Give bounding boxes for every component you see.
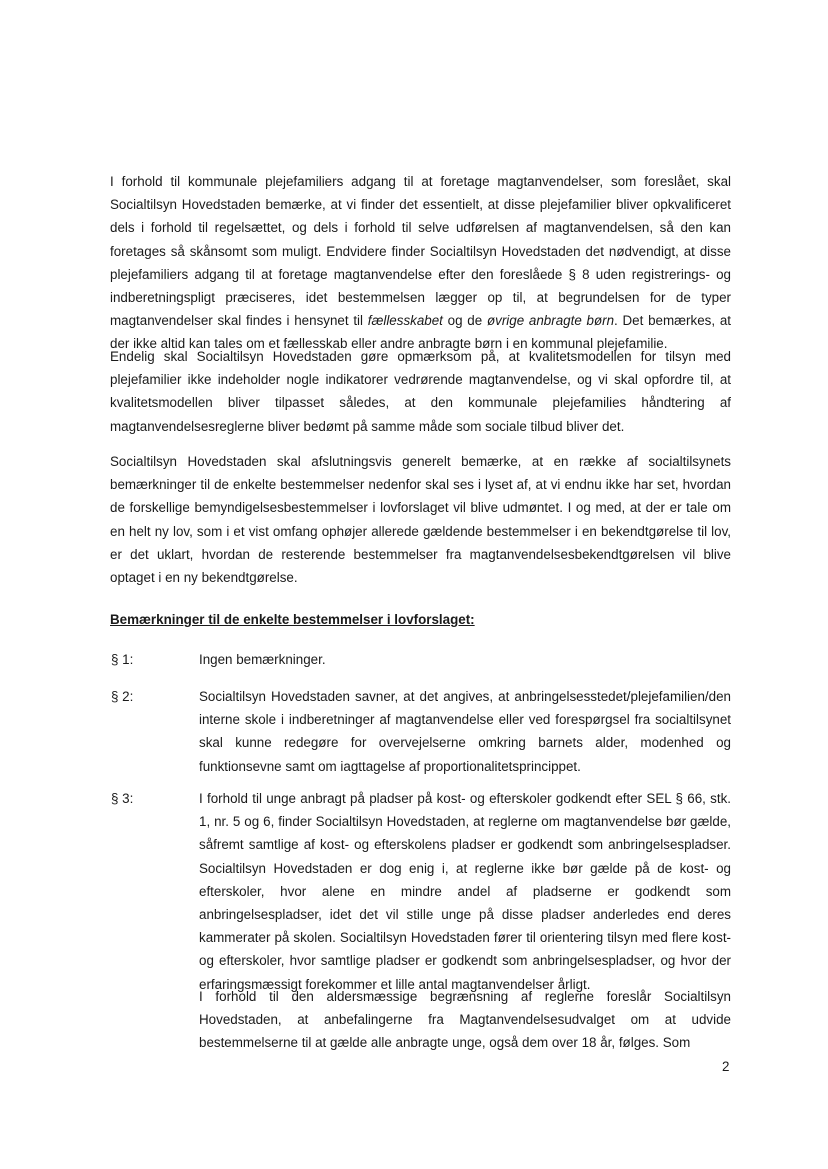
emphasis-text: øvrige anbragte børn — [486, 313, 615, 329]
paragraph-afslutningsvis: Socialtilsyn Hovedstaden skal afslutningsvis generelt bemærke, at en række af socialtilsynets bemærkninger til de enkelte bestemmelser nedenfor skal ses i lyset af, at vi endnu ikke har set, hvordan de forskellige bemyndigelsesbestemmelser i lovforslaget vil blive udmøntet. I og med, at der er tale om en helt ny lov, som i et vist omfang ophøjer allerede gældende bestemmelser i en bekendtgørelse til lov, er det uklart, hvordan de resterende bestemmelser fra magtanvendelsesbekendtgørelsen vil blive optaget i en ny bekendtgørelse. — [110, 454, 731, 586]
paragraph-text: I forhold til kommunale plejefamiliers adgang til at foretage magtanvendelser, som foreslået, skal Socialtilsyn Hovedstaden bemærke, at vi finder det essentielt, at disse plejefamilier bliver opkvalificeret dels i forhold til regelsættet, og dels i forhold til selve udførelsen af magtanvendelsen, så den kan foretages så skånsomt som muligt. Endvidere finder Socialtilsyn Hovedstaden det nødvendigt, at disse plejefamiliers adgang til at foretage magtanvendelse efter den foreslåede § 8 uden registrerings- og indberetningspligt præciseres, idet bestemmelsen lægger op til, at begrundelsen for de typer magtanvendelser skal findes i hensynet til — [110, 174, 731, 329]
section-body-3-continued: I forhold til den aldersmæssige begrænsning af reglerne foreslår Socialtilsyn Hovedstaden, at anbefalingerne fra Magtanvendelsesudvalget om at udvide bestemmelserne til at gælde alle anbragte unge, også dem over 18 år, følges. Som — [199, 989, 731, 1051]
section-label-2: § 2: — [111, 689, 134, 704]
page-number: 2 — [722, 1059, 730, 1074]
section-heading: Bemærkninger til de enkelte bestemmelser i lovforslaget: — [110, 612, 475, 627]
section-body-2: Socialtilsyn Hovedstaden savner, at det angives, at anbringelsesstedet/plejefamilien/den interne skole i indberetninger af magtanvendelse eller ved forespørgsel fra socialtilsynet skal kunne redegøre for overvejelserne omkring barnets alder, modenhed og funktionsevne samt om iagttagelse af proportionalitetsprincippet. — [199, 689, 731, 774]
paragraph-kvalitetsmodel: Endelig skal Socialtilsyn Hovedstaden gøre opmærksom på, at kvalitetsmodellen for tilsyn med plejefamilier ikke indeholder nogle indikatorer vedrørende magtanvendelse, og vi skal opfordre til, at kvalitetsmodellen bliver tilpasset således, at den kommunale plejefamilies håndtering af magtanvendelsesreglerne bliver bedømt på samme måde som sociale tilbud bliver det. — [110, 349, 731, 434]
paragraph-plejefamilier — [110, 170, 731, 356]
paragraph-text: . Det bemærkes, at der ikke altid kan tales om et fællesskab eller andre anbragte børn i en kommunal plejefamilie. — [110, 313, 731, 352]
section-label-3: § 3: — [111, 791, 134, 806]
emphasis-text: fællesskabet — [367, 313, 443, 329]
section-body-1: Ingen bemærkninger. — [199, 652, 326, 667]
section-body-3: I forhold til unge anbragt på pladser på kost- og efterskoler godkendt efter SEL § 66, stk. 1, nr. 5 og 6, finder Socialtilsyn Hovedstaden, at reglerne om magtanvendelse bør gælde, såfremt samtlige af kost- og efterskolens pladser er godkendt som anbringelsespladser. Socialtilsyn Hovedstaden er dog enig i, at reglerne ikke bør gælde på de kost- og efterskoler, hvor alene en mindre andel af pladserne er godkendt som anbringelsespladser, idet det vil stille unge på disse pladser anderledes end deres kammerater på skolen. Socialtilsyn Hovedstaden fører til orientering tilsyn med flere kost- og efterskoler, hvor samtlige pladser er godkendt som anbringelsespladser, og hvor der erfaringsmæssigt forekommer et lille antal magtanvendelser årligt. — [199, 791, 731, 992]
section-label-1: § 1: — [111, 652, 134, 667]
paragraph-text: og de — [442, 313, 487, 329]
